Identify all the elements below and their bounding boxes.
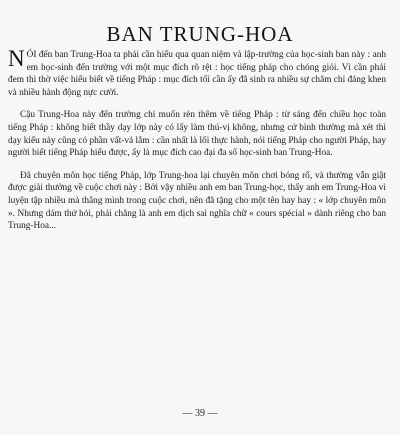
drop-cap: N bbox=[8, 46, 25, 71]
paragraph-3: Đã chuyên môn học tiếng Pháp, lớp Trung-hoa lại chuyên môn chơi bóng rổ, và thường vẫn giật được giải thưởng về cuộc chơi này : Bởi vậy nhiều anh em ban Trung-học, thấy anh em Trung-Hoa vì luyện tập nhiều mà thắng mình trong cuộc chơi, nên đã tặng cho một tên hay hay : « lớp chuyên môn ». Nhưng dám thử hỏi, phải chăng là anh em dịch sai nghĩa chữ « cours spécial » dành riêng cho ban Trung-Hoa... bbox=[8, 170, 386, 232]
page-number: — 39 — bbox=[182, 408, 218, 419]
article-body bbox=[8, 46, 386, 243]
paragraph-1 bbox=[8, 46, 386, 99]
page-title: BAN TRUNG-HOA bbox=[106, 22, 294, 47]
paragraph-2: Cậu Trung-Hoa này đến trường chỉ muốn rèn thêm về tiếng Pháp : từ sáng đến chiều học toàn tiếng Pháp : không biết thầy dạy lớp này có lẩy làm thú-vị không, nhưng cứ bình thường mà xét thì dạy kiểu này cũng có phần vất-vả lắm : cần nhất là lối thực hành, nói tiếng Pháp cho người Pháp, hay người biết tiếng Pháp hiểu được, ấy là mục đích cao đại đa số học-sinh ban Trung-Hoa. bbox=[8, 110, 386, 159]
paragraph-1-text: ÓI đến ban Trung-Hoa ta phải cần hiểu qua quan niệm và lập-trường của học-sinh ban này : anh em học-sinh đến trường với một mục đích rõ rệt : học tiếng pháp cho chóng giỏi. Vì cần phải đem thì thờ việc hiểu biết về tiếng Pháp : mục đích tối cần ấy đã sinh ra nhiều sự chăm chỉ đáng khen và nhiều hành động nực cười. bbox=[8, 50, 386, 98]
